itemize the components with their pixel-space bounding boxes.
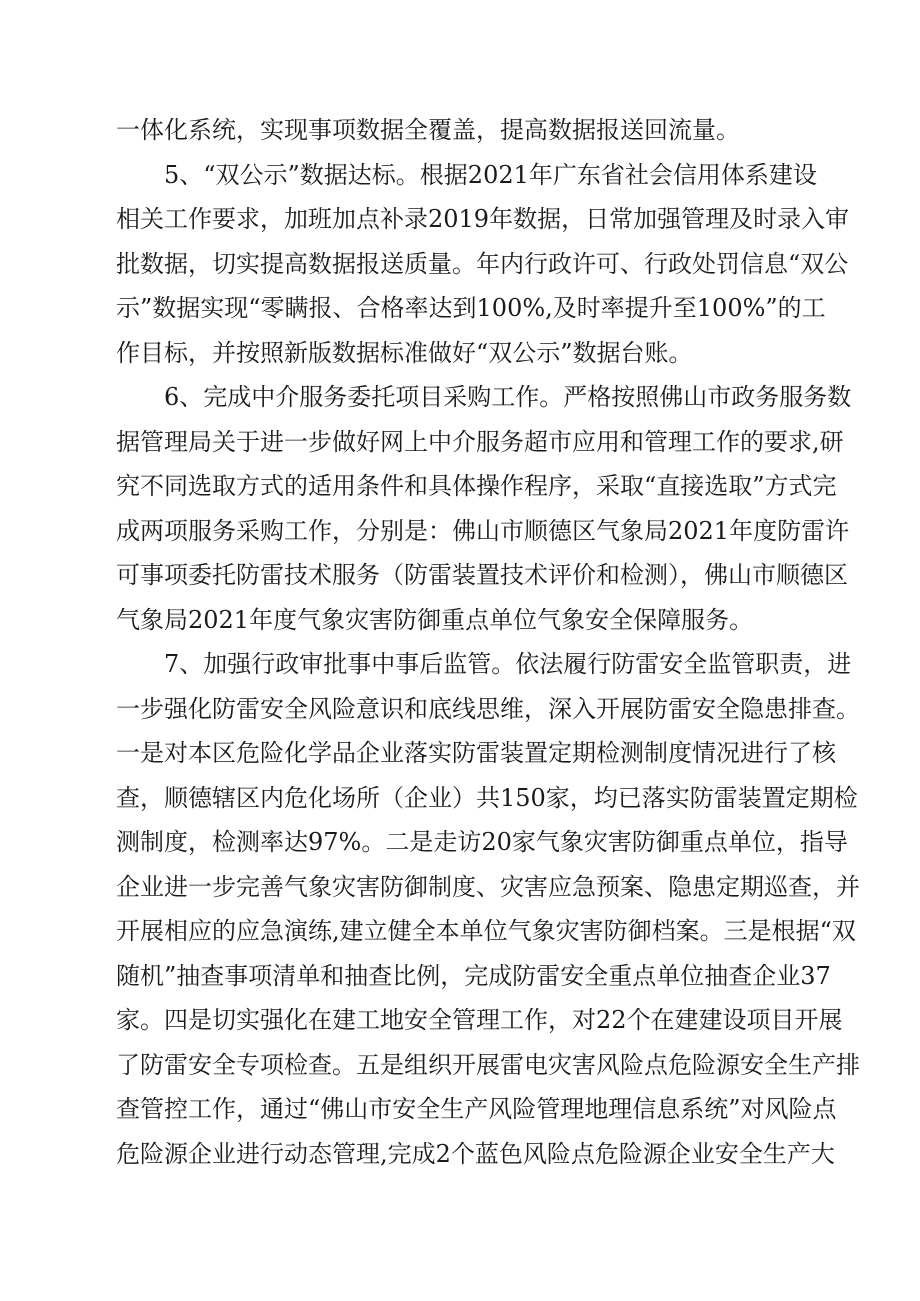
- text-line: 测制度，检测率达97%。二是走访20家气象灾害防御重点单位，指导: [116, 828, 848, 856]
- paragraph-item-7: [116, 642, 860, 1176]
- text-line: 危险源企业进行动态管理,完成2个蓝色风险点危险源企业安全生产大: [116, 1139, 835, 1168]
- text-line: 作目标，并按照新版数据标准做好“双公示”数据台账。: [116, 338, 693, 367]
- text-line: 气象局2021年度气象灾害防御重点单位气象安全保障服务。: [116, 605, 754, 634]
- text-line: 6、完成中介服务委托项目采购工作。严格按照佛山市政务服务数: [164, 383, 852, 411]
- text-line: 7、加强行政审批事中事后监管。依法履行防雷安全监管职责，进: [164, 650, 852, 678]
- text-line: 一步强化防雷安全风险意识和底线思维，深入开展防雷安全隐患排查。: [116, 694, 860, 723]
- text-line: 据管理局关于进一步做好网上中介服务超市应用和管理工作的要求,研: [116, 427, 844, 456]
- text-line: 查管控工作，通过“佛山市安全生产风险管理地理信息系统”对风险点: [116, 1095, 837, 1123]
- text-line: 家。四是切实强化在建工地安全管理工作，对22个在建建设项目开展: [116, 1006, 843, 1034]
- text-line: 究不同选取方式的适用条件和具体操作程序，采取“直接选取”方式完: [116, 472, 837, 500]
- text-line: 5、“双公示”数据达标。根据2021年广东省社会信用体系建设: [164, 160, 817, 189]
- paragraph-item-6: [116, 375, 852, 642]
- body-text: [116, 108, 860, 1176]
- text-line: 了防雷安全专项检查。五是组织开展雷电灾害风险点危险源安全生产排: [116, 1050, 860, 1079]
- paragraph-item-5: [116, 153, 850, 376]
- text-line: 可事项委托防雷技术服务（防雷装置技术评价和检测），佛山市顺德区: [116, 561, 848, 589]
- paragraph-continuation: [116, 108, 816, 153]
- text-line: 开展相应的应急演练,建立健全本单位气象灾害防御档案。三是根据“双: [116, 917, 856, 945]
- text-line: 一是对本区危险化学品企业落实防雷装置定期检测制度情况进行了核: [116, 739, 836, 767]
- text-line: 成两项服务采购工作，分别是：佛山市顺德区气象局2021年度防雷许: [116, 516, 850, 545]
- text-line: 企业进一步完善气象灾害防御制度、灾害应急预案、隐患定期巡查，并: [116, 872, 860, 901]
- text-line: 查，顺德辖区内危化场所（企业）共150家，均已落实防雷装置定期检: [116, 783, 858, 812]
- text-line: 批数据，切实提高数据报送质量。年内行政许可、行政处罚信息“双公: [116, 249, 849, 278]
- text-line: 一体化系统，实现事项数据全覆盖，提高数据报送回流量。: [116, 116, 740, 144]
- text-line: 相关工作要求，加班加点补录2019年数据，日常加强管理及时录入审: [116, 205, 850, 233]
- text-line: 随机”抽查事项清单和抽查比例，完成防雷安全重点单位抽查企业37: [116, 961, 831, 990]
- text-line: 示”数据实现“零瞒报、合格率达到100%,及时率提升至100%”的工: [116, 294, 826, 322]
